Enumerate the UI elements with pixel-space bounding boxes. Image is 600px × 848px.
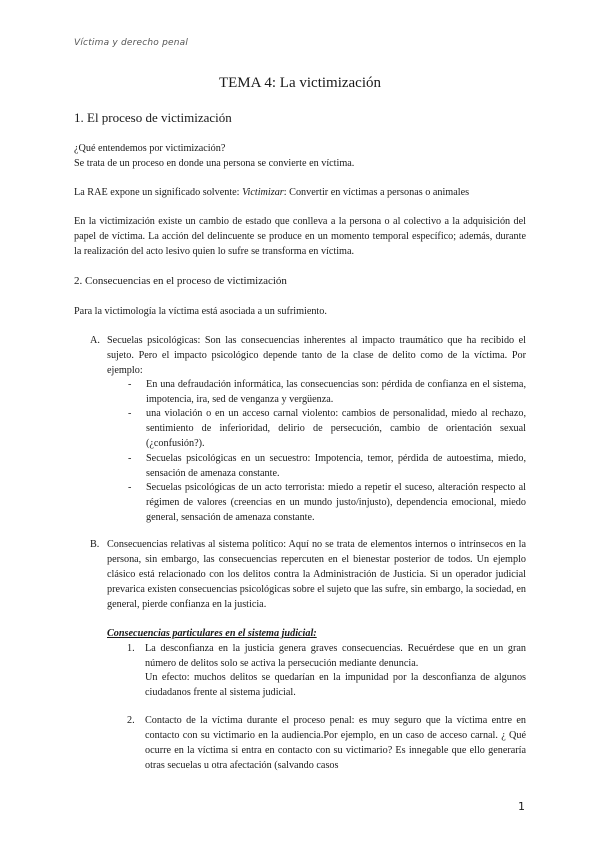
section-2-heading: 2. Consecuencias en el proceso de victimización xyxy=(74,275,287,287)
bullet-marker: - xyxy=(128,482,132,493)
section-1-paragraph: En la victimización existe un cambio de estado que conlleva a la persona o al colectivo a la adquisición del papel de víctima. La acción del delincuente se produce en un momento temporal específico; además, durante la realización del acto lesivo quien lo sufre se transforma en víctima. xyxy=(74,216,526,257)
bullet-marker: - xyxy=(128,408,132,419)
particular-heading: Consecuencias particulares en el sistema judicial: xyxy=(107,628,317,639)
running-header: Víctima y derecho penal xyxy=(74,38,189,48)
numbered-marker: 2. xyxy=(127,715,135,726)
numbered-marker: 1. xyxy=(127,643,135,654)
rae-term: Victimizar xyxy=(242,187,284,198)
bullet-item: Secuelas psicológicas de un acto terrorista: miedo a repetir el suceso, alteración respecto al régimen de valores (creencias en un mundo justo/injusto), dependencia emocional, miedo general, sensación de amenaza constante. xyxy=(146,482,526,523)
section-1-question: ¿Qué entendemos por victimización? xyxy=(74,143,226,154)
item-a-marker: A. xyxy=(90,335,100,346)
page-number: 1 xyxy=(518,800,525,813)
item-a-text: Secuelas psicológicas: Son las consecuencias inherentes al impacto traumático que ha recibido el sujeto. Pero el impacto psicológico depende tanto de la clase de delito como de la víctima. Por ejemplo: xyxy=(107,335,526,376)
bullet-item: En una defraudación informática, las consecuencias son: pérdida de confianza en el sistema, impotencia, ira, sed de venganza y vergüenza. xyxy=(146,379,526,405)
bullet-marker: - xyxy=(128,379,132,390)
item-b-marker: B. xyxy=(90,539,100,550)
page-title: TEMA 4: La victimización xyxy=(218,75,382,91)
numbered-item-extra: Un efecto: muchos delitos se quedarían en la impunidad por la desconfianza de algunos ciudadanos frente al sistema judicial. xyxy=(145,672,526,698)
item-b-text: Consecuencias relativas al sistema político: Aquí no se trata de elementos internos o intrínsecos en la persona, sin embargo, las consecuencias repercuten en el bienestar posterior de todos. Un ejemplo clásico está relacionado con los delitos contra la Administración de Justicia. Si un operador judicial prevarica existen consecuencias psicológicas sobre el sujeto que las sufre, sin embargo, la sociedad, en general, pierde confianza en la justicia. xyxy=(107,539,526,610)
rae-prefix: La RAE expone un significado solvente: xyxy=(74,187,243,198)
bullet-item: una violación o en un acceso carnal violento: cambios de personalidad, miedo al rechazo, sentimiento de inferioridad, delirio de persecución, cambio de orientación sexual (¿confusión?). xyxy=(146,408,526,449)
rae-definition xyxy=(74,185,469,200)
section-1-answer: Se trata de un proceso en donde una persona se convierte en víctima. xyxy=(74,158,355,169)
section-1-heading: 1. El proceso de victimización xyxy=(74,110,232,125)
bullet-marker: - xyxy=(128,453,132,464)
rae-suffix: : Convertir en víctimas a personas o animales xyxy=(283,187,470,198)
numbered-item: La desconfianza en la justicia genera graves consecuencias. Recuérdese que en un gran número de delitos solo se activa la persecución mediante denuncia. xyxy=(145,643,526,669)
section-2-intro: Para la victimología la víctima está asociada a un sufrimiento. xyxy=(74,306,327,317)
numbered-item: Contacto de la víctima durante el proceso penal: es muy seguro que la víctima entre en contacto con su victimario en la audiencia.Por ejemplo, en un caso de acceso carnal. ¿ Qué ocurre en la víctima si entra en contacto con su victimario? Es innegable que ello generaría otras secuelas u otra afectación (salvando casos xyxy=(145,715,526,771)
bullet-item: Secuelas psicológicas en un secuestro: Impotencia, temor, pérdida de autoestima, miedo, sensación de amenaza constante. xyxy=(146,453,526,479)
